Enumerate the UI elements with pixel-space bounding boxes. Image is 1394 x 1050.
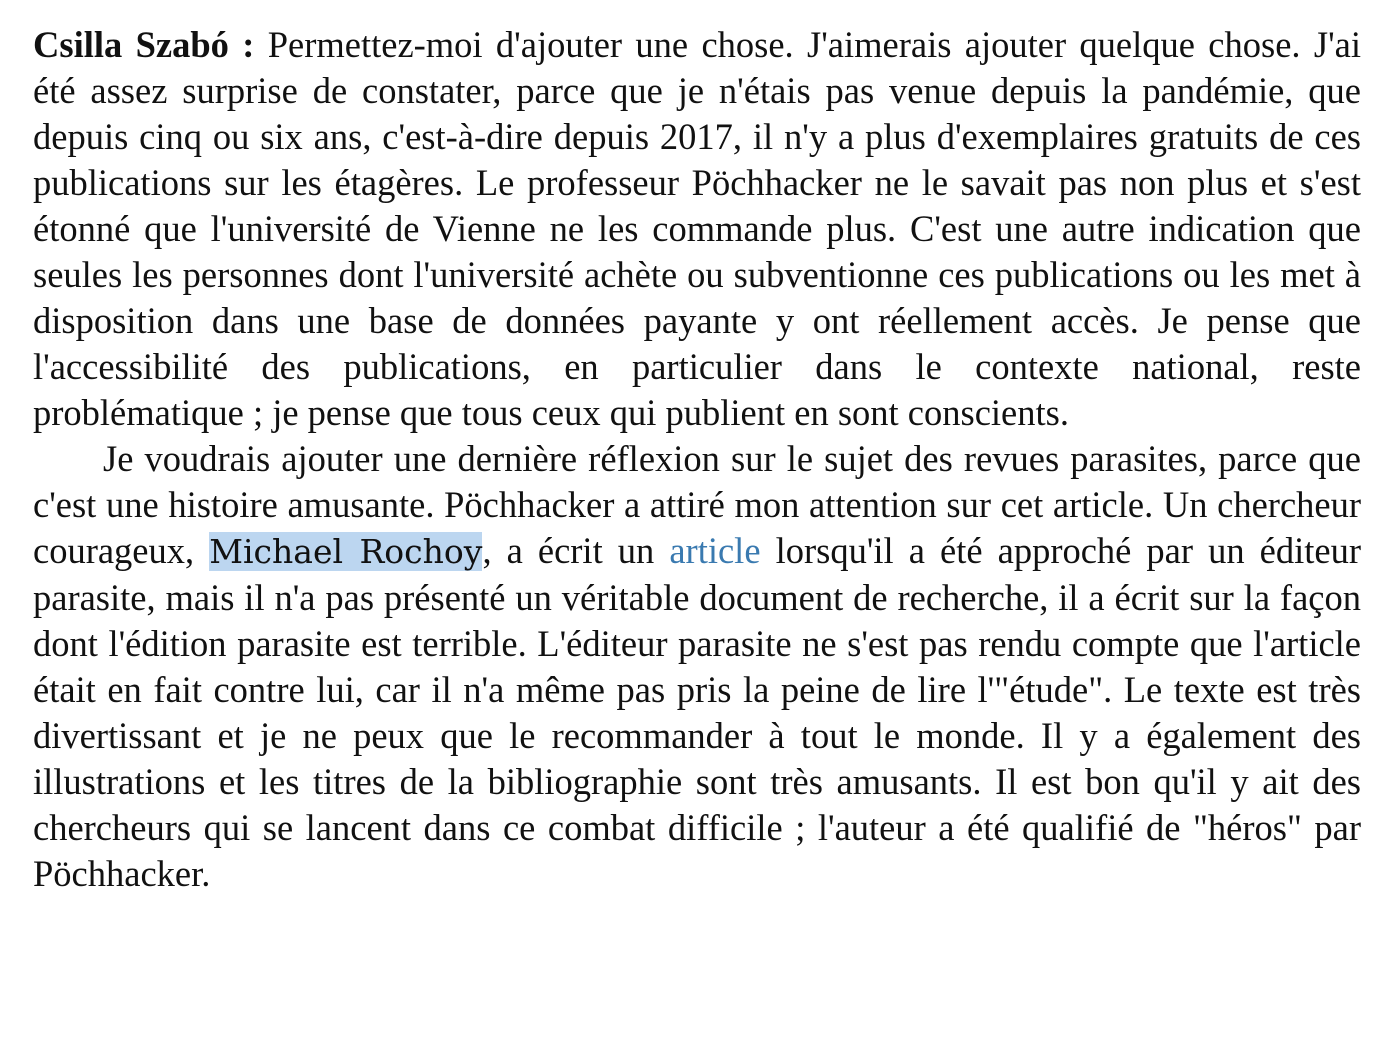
speaker-name: Csilla Szabó :	[33, 24, 255, 65]
paragraph-2-text-start: Je voudrais ajouter une dernière réflexion sur le sujet des revues parasites, parce que c'est une histoire amusante. Pöchhacker a attiré mon attention sur cet article. Un chercheur courageux,	[33, 438, 1361, 571]
article-link[interactable]: article	[669, 530, 761, 571]
paragraph-2-text-end: lorsqu'il a été approché par un éditeur parasite, mais il n'a pas présenté un véritable document de recherche, il a écrit sur la façon dont l'édition parasite est terrible. L'éditeur parasite ne s'est pas rendu compte que l'article était en fait contre lui, car il n'a même pas pris la peine de lire l'"étude". Le texte est très divertissant et je ne peux que le recommander à tout le monde. Il y a également des illustrations et les titres de la bibliographie sont très amusants. Il est bon qu'il y ait des chercheurs qui se lancent dans ce combat difficile ; l'auteur a été qualifié de "héros" par Pöchhacker.	[33, 530, 1361, 894]
paragraph-1	[33, 22, 1361, 436]
paragraph-2-text-mid: , a écrit un	[482, 530, 670, 571]
paragraph-1-text: Permettez-moi d'ajouter une chose. J'aimerais ajouter quelque chose. J'ai été assez surprise de constater, parce que je n'étais pas venue depuis la pandémie, que depuis cinq ou six ans, c'est-à-dire depuis 2017, il n'y a plus d'exemplaires gratuits de ces publications sur les étagères. Le professeur Pöchhacker ne le savait pas non plus et s'est étonné que l'université de Vienne ne les commande plus. C'est une autre indication que seules les personnes dont l'université achète ou subventionne ces publications ou les met à disposition dans une base de données payante y ont réellement accès. Je pense que l'accessibilité des publications, en particulier dans le contexte national, reste problématique ; je pense que tous ceux qui publient en sont conscients.	[33, 24, 1361, 433]
selected-text-highlight[interactable]: Michael Rochoy	[209, 532, 483, 571]
paragraph-2	[33, 436, 1361, 897]
document-body	[33, 22, 1361, 897]
